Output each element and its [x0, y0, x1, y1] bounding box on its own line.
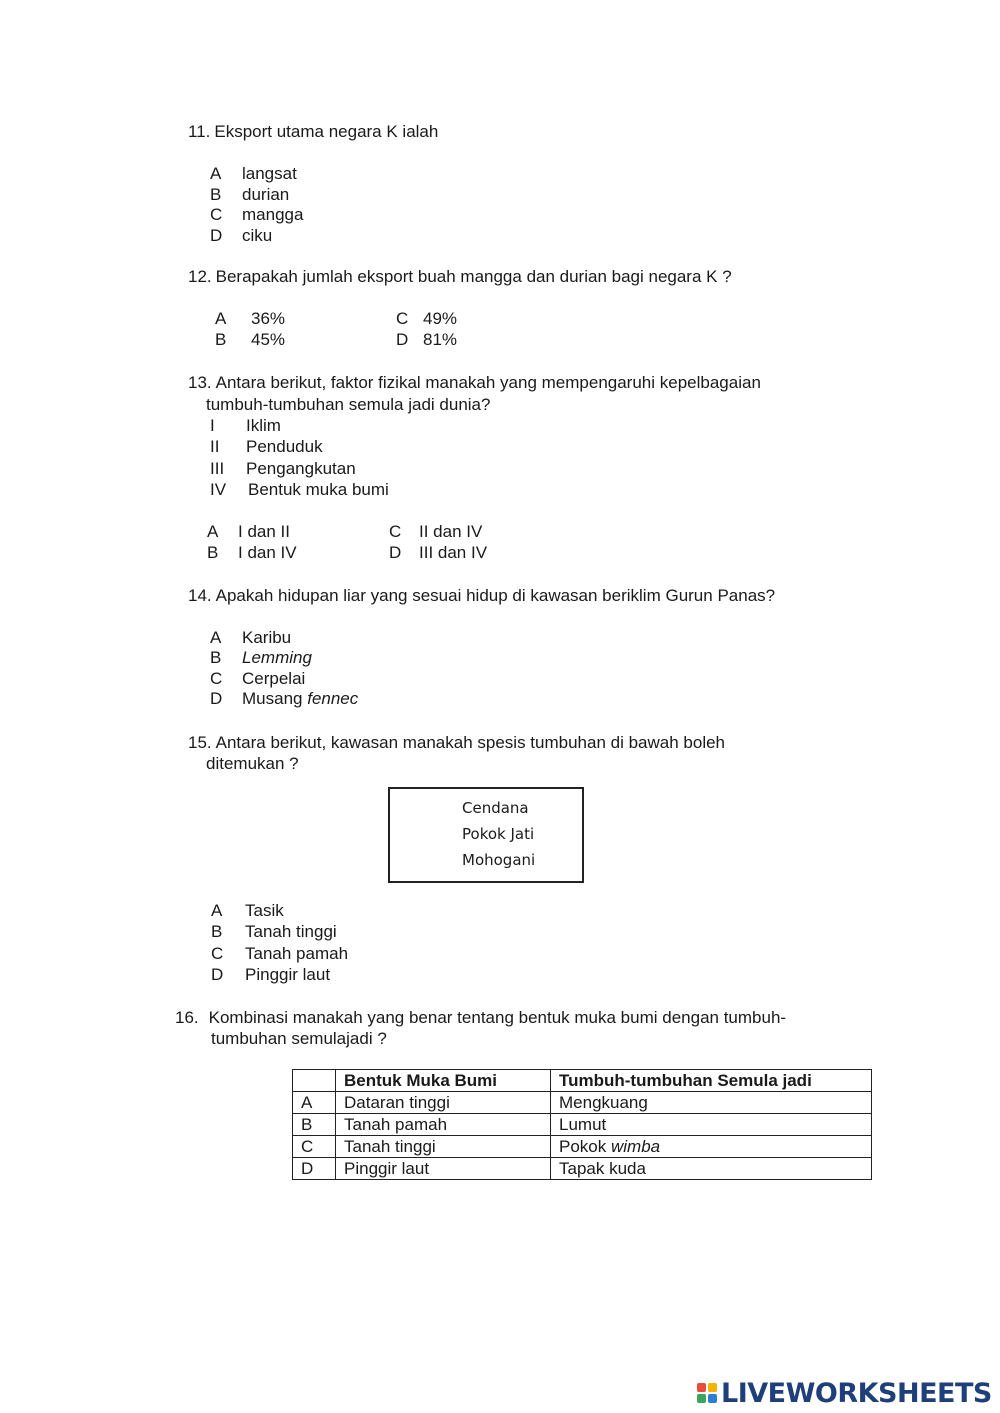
- logo-square: [708, 1383, 717, 1392]
- question-number: 11.: [188, 122, 211, 141]
- statement-13-iii: III Pengangkutan: [210, 459, 356, 478]
- option-11d[interactable]: D ciku: [210, 226, 273, 245]
- row-letter: B: [293, 1114, 336, 1136]
- logo-square: [697, 1394, 706, 1403]
- option-11b[interactable]: B durian: [210, 185, 290, 204]
- question-text: Antara berikut, faktor fizikal manakah yang mempengaruhi kepelbagaian: [215, 373, 761, 392]
- option-14b[interactable]: B Lemming: [210, 648, 312, 667]
- statement-13-i: I Iklim: [210, 416, 281, 435]
- option-12c[interactable]: C 49%: [396, 309, 458, 328]
- question-number: 12.: [188, 267, 212, 286]
- question-text: Berapakah jumlah eksport buah mangga dan durian bagi negara K ?: [215, 267, 732, 286]
- row-plant: Lumut: [551, 1114, 872, 1136]
- table-row[interactable]: [293, 1114, 872, 1136]
- statement-13-iv: IV Bentuk muka bumi: [210, 480, 389, 499]
- option-13b[interactable]: B I dan IV: [207, 543, 297, 562]
- question-number: 16.: [175, 1008, 199, 1027]
- option-14c[interactable]: C Cerpelai: [210, 669, 306, 688]
- question-12: [188, 266, 732, 287]
- question-text: Kombinasi manakah yang benar tentang bentuk muka bumi dengan tumbuh-: [208, 1008, 787, 1027]
- row-plant: Mengkuang: [551, 1092, 872, 1114]
- option-12a[interactable]: A 36%: [215, 309, 286, 328]
- logo-text: LIVEWORKSHEETS: [721, 1377, 992, 1409]
- option-13c[interactable]: C II dan IV: [389, 522, 483, 541]
- question-13: [188, 372, 761, 393]
- option-14d[interactable]: D Musang fennec: [210, 689, 359, 708]
- species-item: Mohogani: [462, 851, 536, 869]
- option-11c[interactable]: C mangga: [210, 205, 304, 224]
- table-header: Tumbuh-tumbuhan Semula jadi: [551, 1070, 872, 1092]
- row-landform: Dataran tinggi: [336, 1092, 551, 1114]
- species-item: Cendana: [462, 799, 529, 817]
- row-plant: Tapak kuda: [551, 1158, 872, 1180]
- species-item: Pokok Jati: [462, 825, 535, 843]
- statement-13-ii: II Penduduk: [210, 437, 323, 456]
- option-15d[interactable]: D Pinggir laut: [211, 965, 331, 984]
- row-letter: D: [293, 1158, 336, 1180]
- question-15-line2: ditemukan ?: [206, 754, 299, 773]
- question-15: [188, 732, 725, 753]
- question-number: 14.: [188, 586, 212, 605]
- row-landform: Pinggir laut: [336, 1158, 551, 1180]
- combination-table: [292, 1069, 872, 1180]
- row-landform: Tanah pamah: [336, 1114, 551, 1136]
- question-number: 15.: [188, 733, 212, 752]
- table-header-row: [293, 1070, 872, 1092]
- option-15c[interactable]: C Tanah pamah: [211, 944, 349, 963]
- question-number: 13.: [188, 373, 212, 392]
- logo-grid-icon: [697, 1383, 717, 1403]
- question-text: Antara berikut, kawasan manakah spesis tumbuhan di bawah boleh: [215, 733, 726, 752]
- table-row[interactable]: [293, 1092, 872, 1114]
- option-12b[interactable]: B 45%: [215, 330, 286, 349]
- option-13a[interactable]: A I dan II: [207, 522, 290, 541]
- question-text: Eksport utama negara K ialah: [214, 122, 439, 141]
- question-14: [188, 585, 775, 606]
- option-13d[interactable]: D III dan IV: [389, 543, 488, 562]
- species-box: [388, 787, 584, 883]
- option-15a[interactable]: A Tasik: [211, 901, 284, 920]
- option-14a[interactable]: A Karibu: [210, 628, 292, 647]
- option-12d[interactable]: D 81%: [396, 330, 458, 349]
- table-header: Bentuk Muka Bumi: [336, 1070, 551, 1092]
- table-header: [293, 1070, 336, 1092]
- question-11: [188, 121, 438, 142]
- row-landform: Tanah tinggi: [336, 1136, 551, 1158]
- question-text: Apakah hidupan liar yang sesuai hidup di kawasan beriklim Gurun Panas?: [215, 586, 776, 605]
- question-13-line2: tumbuh-tumbuhan semula jadi dunia?: [206, 395, 491, 414]
- row-plant: Pokok wimba: [551, 1136, 872, 1158]
- table-row[interactable]: [293, 1158, 872, 1180]
- option-11a[interactable]: A langsat: [210, 164, 297, 183]
- option-15b[interactable]: B Tanah tinggi: [211, 922, 337, 941]
- question-16-line2: tumbuhan semulajadi ?: [211, 1029, 387, 1048]
- liveworksheets-logo[interactable]: [697, 1377, 992, 1409]
- row-letter: C: [293, 1136, 336, 1158]
- logo-square: [697, 1383, 706, 1392]
- logo-square: [708, 1394, 717, 1403]
- row-letter: A: [293, 1092, 336, 1114]
- question-16: [175, 1007, 786, 1028]
- table-row[interactable]: [293, 1136, 872, 1158]
